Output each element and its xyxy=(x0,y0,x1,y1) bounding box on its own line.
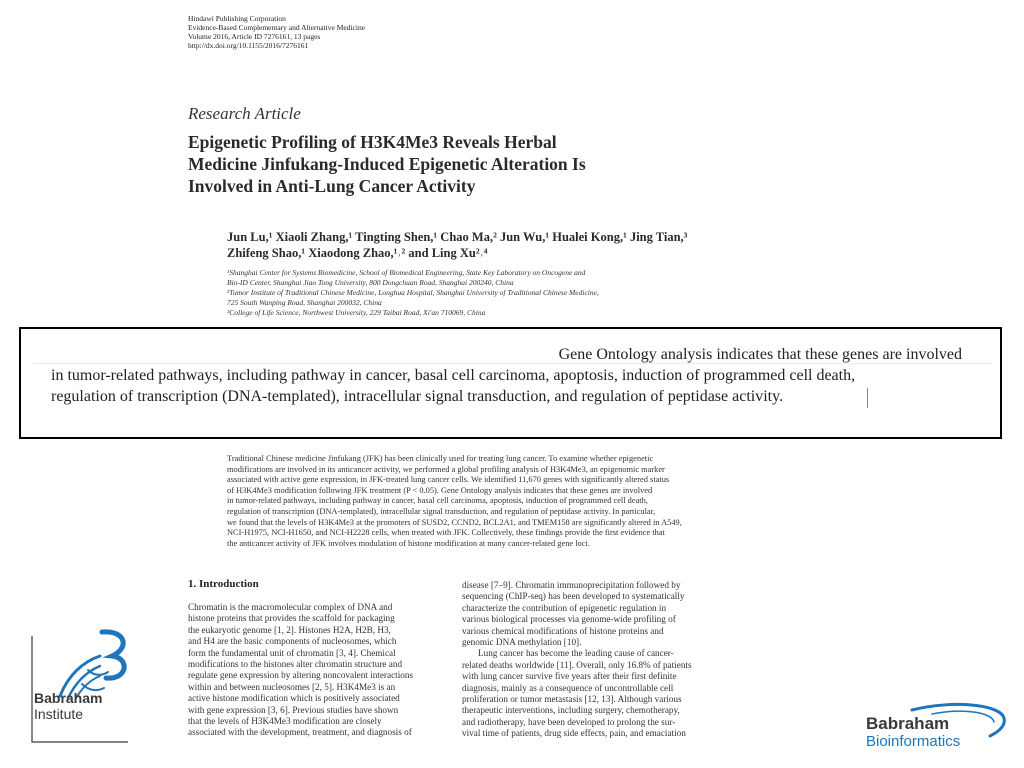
abstract-line: of H3K4Me3 modification following JFK treatment (P < 0.05). Gene Ontology analysis indicates that these genes are involved xyxy=(227,485,653,495)
intro-right-column xyxy=(462,580,718,740)
abstract xyxy=(227,454,719,549)
journal-name: Evidence-Based Complementary and Alternative Medicine xyxy=(188,23,366,32)
body-line: that the levels of H3K4Me3 modification are closely xyxy=(188,716,382,727)
body-line: diagnosis, mainly as a consequence of uncontrollable cell xyxy=(462,682,674,693)
affiliation-line: 725 South Wanping Road, Shanghai 200032, China xyxy=(227,298,382,307)
body-line: with lung cancer survive five years after their first definite xyxy=(462,671,677,682)
article-type: Research Article xyxy=(188,104,301,123)
title-line: Epigenetic Profiling of H3K4Me3 Reveals Herbal xyxy=(188,132,557,152)
abstract-line: regulation of transcription (DNA-templated), intracellular signal transduction, and regulation of peptidase activity. In particular, xyxy=(227,506,656,516)
abstract-line: in tumor-related pathways, including pathway in cancer, basal cell carcinoma, apoptosis, induction of programmed cell death, xyxy=(227,496,648,506)
zoomed-excerpt-callout xyxy=(19,327,1002,439)
doi-link[interactable]: http://dx.doi.org/10.1155/2016/7276161 xyxy=(188,41,309,50)
body-line: Lung cancer has become the leading cause of cancer- xyxy=(478,648,674,659)
body-line: genomic DNA methylation [10]. xyxy=(462,637,582,648)
title-line: Involved in Anti-Lung Cancer Activity xyxy=(188,176,476,196)
abstract-line: we found that the levels of H3K4Me3 at the promoters of SUSD2, CCND2, BCL2A1, and TMEM158 are significantly altered in A549, xyxy=(227,517,682,527)
affiliations xyxy=(227,268,599,318)
institute-emblem-icon xyxy=(30,626,130,744)
logo-text-secondary: Bioinformatics xyxy=(866,733,961,750)
callout-line: regulation of transcription (DNA-templated), intracellular signal transduction, and regulation of peptidase activity. xyxy=(51,388,784,405)
body-line: and H4 are the basic components of nucleosomes, which xyxy=(188,636,397,647)
body-line: and radiotherapy, have been developed to prolong the sur- xyxy=(462,716,676,727)
babraham-bioinformatics-logo xyxy=(862,702,1012,754)
body-line: various chemical modifications of histone proteins and xyxy=(462,625,664,636)
body-line: histone proteins that provides the scaffold for packaging xyxy=(188,613,395,624)
body-line: characterize the contribution of epigenetic regulation in xyxy=(462,602,667,613)
callout-line: Gene Ontology analysis indicates that these genes are involved xyxy=(558,346,962,363)
text-cursor xyxy=(867,388,868,408)
logo-text-primary: Babraham xyxy=(34,690,103,706)
body-line: Chromatin is the macromolecular complex of DNA and xyxy=(188,602,393,612)
logo-text-secondary: Institute xyxy=(34,706,84,722)
body-line: form the fundamental unit of chromatin [3, 4]. Chemical xyxy=(188,647,396,658)
affiliation-line: ¹Shanghai Center for Systems Biomedicine, School of Biomedical Engineering, State Key Laboratory on Oncogene and xyxy=(227,268,586,277)
author-line: Jun Lu,¹ Xiaoli Zhang,¹ Tingting Shen,¹ Chao Ma,² Jun Wu,¹ Hualei Kong,¹ Jing Tian,³ xyxy=(227,230,688,244)
body-line: various biological processes via genome-wide profiling of xyxy=(462,614,676,625)
body-line: within and between nucleosomes [2, 5]. H3K4Me3 is an xyxy=(188,681,396,692)
volume-info: Volume 2016, Article ID 7276161, 13 pages xyxy=(188,32,321,41)
author-list xyxy=(227,229,687,261)
body-line: modifications to the histones alter chromatin structure and xyxy=(188,659,403,670)
body-line: active histone modification which is positively associated xyxy=(188,693,400,704)
abstract-line: Traditional Chinese medicine Jinfukang (JFK) has been clinically used for treating lung cancer. To examine whether epigenetic xyxy=(227,454,654,463)
author-line: Zhifeng Shao,¹ Xiaodong Zhao,¹˒² and Ling Xu²˒⁴ xyxy=(227,246,488,260)
body-line: regulate gene expression by altering noncovalent interactions xyxy=(188,670,414,681)
body-line: with gene expression [3, 6]. Previous studies have shown xyxy=(188,704,399,715)
title-line: Medicine Jinfukang-Induced Epigenetic Alteration Is xyxy=(188,154,586,174)
callout-line: in tumor-related pathways, including pathway in cancer, basal cell carcinoma, apoptosis, induction of programmed cell death, xyxy=(51,367,856,384)
body-line: related deaths worldwide [11]. Overall, only 16.8% of patients xyxy=(462,659,692,670)
body-line: the eukaryotic genome [1, 2]. Histones H2A, H2B, H3, xyxy=(188,624,391,635)
affiliation-line: Bio-ID Center, Shanghai Jiao Tong University, 800 Dongchuan Road, Shanghai 200240, China xyxy=(227,278,514,287)
publisher-name: Hindawi Publishing Corporation xyxy=(188,14,286,23)
affiliation-line: ²Tumor Institute of Traditional Chinese Medicine, Longhua Hospital, Shanghai University of Traditional Chinese Medicine, xyxy=(227,288,599,297)
affiliation-line: ³College of Life Science, Northwest University, 229 Taibai Road, Xi'an 710069, China xyxy=(227,308,486,317)
intro-left-column xyxy=(188,602,442,739)
abstract-line: the anticancer activity of JFK involves modulation of histone modification at many cancer-related gene loci. xyxy=(227,538,590,548)
body-line: associated with the development, treatment, and diagnosis of xyxy=(188,727,412,738)
body-line: vival time of patients, drug side effects, pain, and emaciation xyxy=(462,728,686,739)
body-line: proliferation or tumor metastasis [12, 13]. Although various xyxy=(462,694,682,705)
body-line: sequencing (ChIP-seq) has been developed to systematically xyxy=(462,591,685,602)
abstract-line: NCI-H1975, NCI-H1650, and NCI-H2228 cells, when treated with JFK. Collectively, these findings provide the first evidence that xyxy=(227,528,665,538)
journal-header xyxy=(188,14,365,50)
abstract-line: modifications are involved in its anticancer activity, we performed a global profiling analysis of H3K4Me3, an epigenomic marker xyxy=(227,464,665,474)
babraham-institute-logo xyxy=(30,626,130,744)
abstract-line: associated with active gene expression, in JFK-treated lung cancer cells. We identified 11,670 genes with significantly altered status xyxy=(227,475,670,485)
section-heading-introduction: 1. Introduction xyxy=(188,578,259,590)
logo-text-primary: Babraham xyxy=(866,714,950,733)
article-title xyxy=(188,131,586,197)
body-line: disease [7–9]. Chromatin immunoprecipitation followed by xyxy=(462,580,681,590)
body-line: therapeutic interventions, including surgery, chemotherapy, xyxy=(462,705,680,716)
